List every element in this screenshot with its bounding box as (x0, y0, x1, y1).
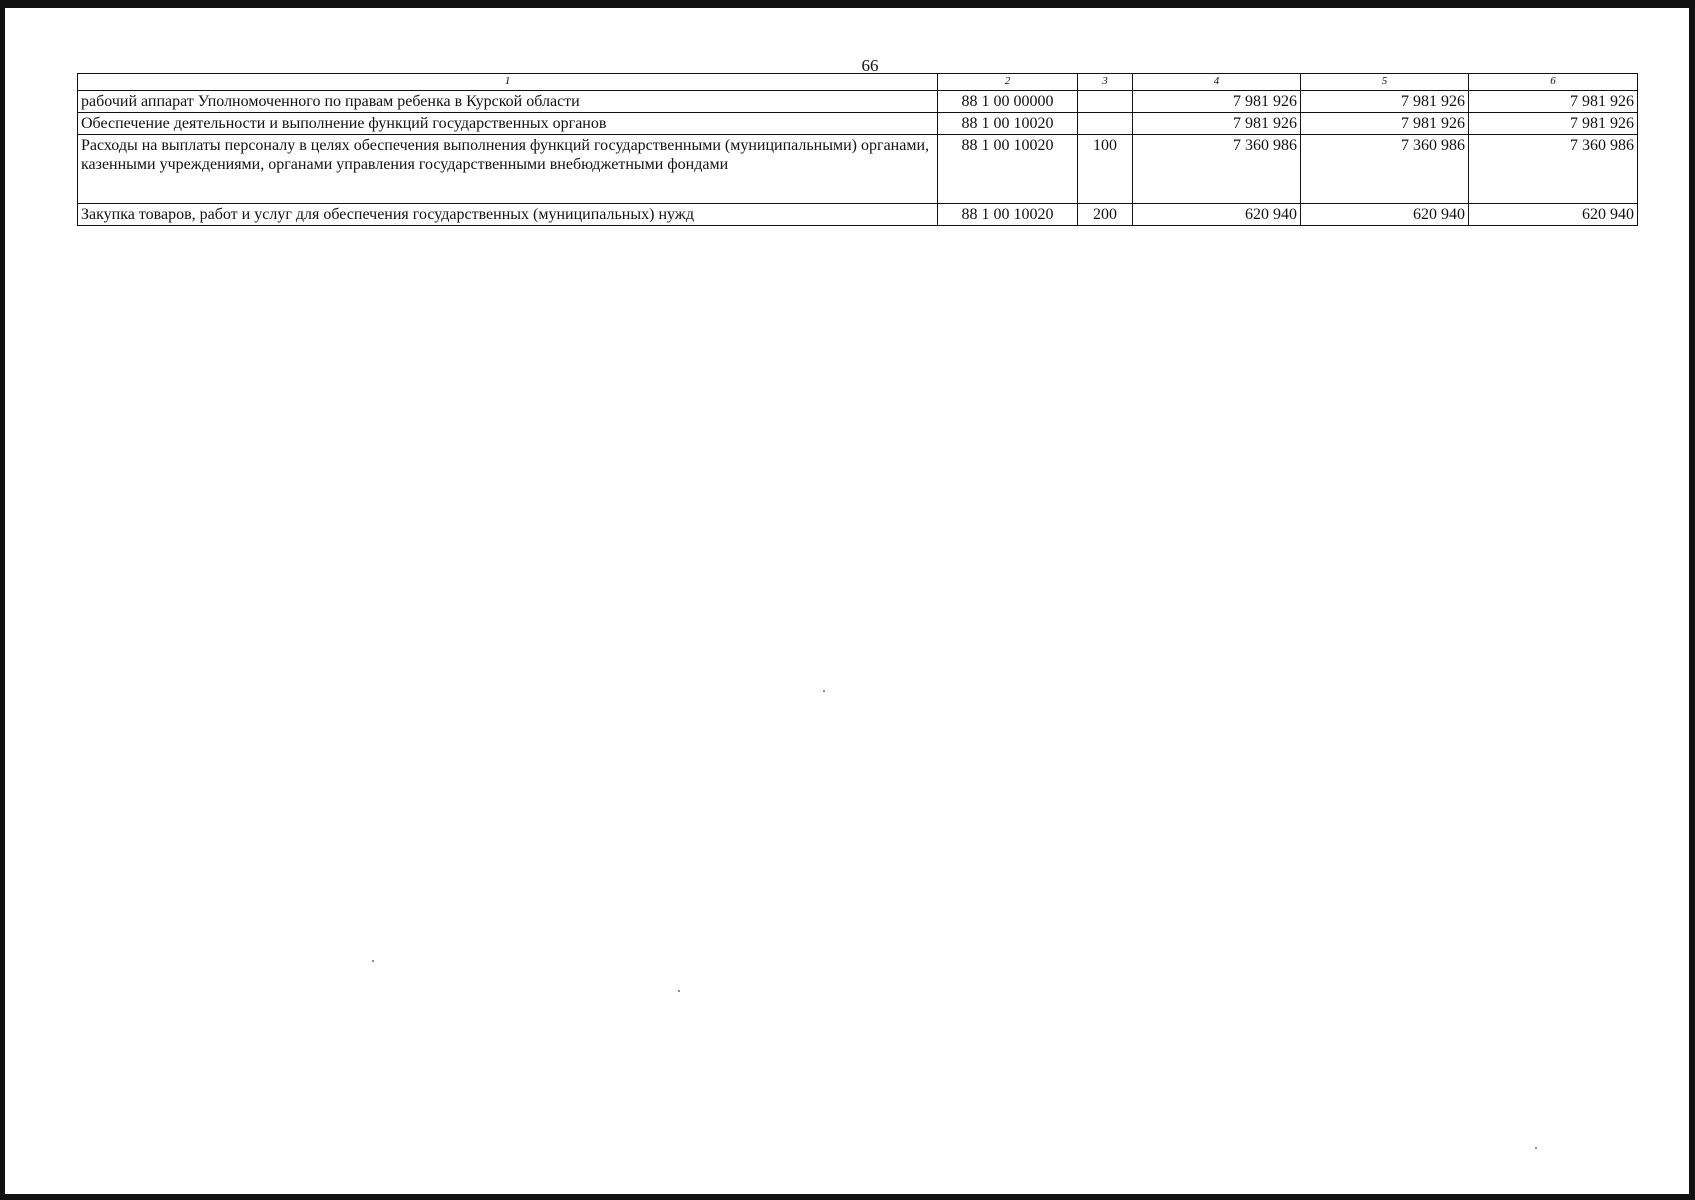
page-number: 66 (861, 56, 879, 75)
table-row (78, 91, 1638, 113)
budget-table (77, 73, 1638, 226)
cell-expense-type: 100 (1078, 135, 1133, 204)
cell-code: 88 1 00 00000 (938, 91, 1078, 113)
cell-amount-4: 7 981 926 (1133, 113, 1301, 135)
scan-speck (1535, 1147, 1537, 1149)
cell-code: 88 1 00 10020 (938, 135, 1078, 204)
cell-code: 88 1 00 10020 (938, 113, 1078, 135)
cell-name: Расходы на выплаты персоналу в целях обеспечения выполнения функций государственными (муниципальными) органами, казенными учреждениями, органами управления государственными внебюджетными фондами (78, 135, 938, 204)
scan-speck (372, 960, 374, 962)
scan-speck (678, 990, 680, 992)
header-col-4: 4 (1133, 74, 1301, 91)
cell-name: рабочий аппарат Уполномоченного по правам ребенка в Курской области (78, 91, 938, 113)
cell-amount-4: 620 940 (1133, 204, 1301, 226)
cell-expense-type: 200 (1078, 204, 1133, 226)
cell-amount-6: 620 940 (1469, 204, 1638, 226)
cell-expense-type (1078, 113, 1133, 135)
cell-name: Обеспечение деятельности и выполнение функций государственных органов (78, 113, 938, 135)
header-col-3: 3 (1078, 74, 1133, 91)
cell-amount-4: 7 981 926 (1133, 91, 1301, 113)
cell-amount-6: 7 981 926 (1469, 113, 1638, 135)
scan-border-top (0, 0, 1695, 8)
scan-speck (823, 690, 825, 692)
scan-border-bottom (0, 1194, 1695, 1200)
cell-code: 88 1 00 10020 (938, 204, 1078, 226)
cell-amount-5: 7 981 926 (1301, 113, 1469, 135)
table-row (78, 204, 1638, 226)
cell-amount-5: 620 940 (1301, 204, 1469, 226)
scan-border-left (0, 0, 5, 1200)
cell-expense-type (1078, 91, 1133, 113)
header-row (78, 74, 1638, 91)
header-col-1: 1 (78, 74, 938, 91)
cell-amount-5: 7 981 926 (1301, 91, 1469, 113)
cell-amount-6: 7 360 986 (1469, 135, 1638, 204)
scan-border-right (1689, 0, 1695, 1200)
table-row (78, 135, 1638, 204)
header-col-2: 2 (938, 74, 1078, 91)
cell-amount-6: 7 981 926 (1469, 91, 1638, 113)
header-col-5: 5 (1301, 74, 1469, 91)
table-row (78, 113, 1638, 135)
cell-name: Закупка товаров, работ и услуг для обеспечения государственных (муниципальных) нужд (78, 204, 938, 226)
cell-amount-4: 7 360 986 (1133, 135, 1301, 204)
cell-amount-5: 7 360 986 (1301, 135, 1469, 204)
header-col-6: 6 (1469, 74, 1638, 91)
